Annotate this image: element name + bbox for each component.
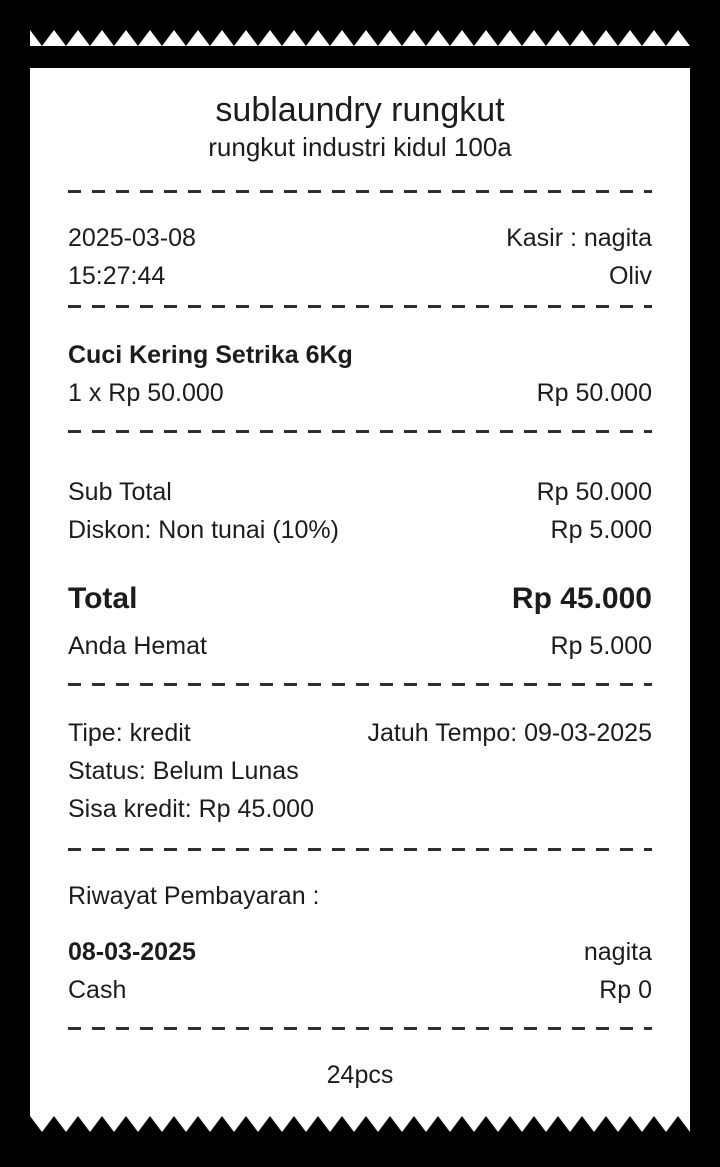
savings-value: Rp 5.000: [550, 632, 652, 660]
subtotal-row: [68, 473, 652, 511]
total-value: Rp 45.000: [511, 582, 652, 615]
item-name: Cuci Kering Setrika 6Kg: [68, 341, 353, 369]
item-name-row: [68, 336, 652, 374]
divider-dashed: [68, 305, 652, 308]
payment-amount: Rp 0: [599, 976, 652, 1004]
time-customer-row: [68, 257, 652, 295]
customer-name: Oliv: [608, 262, 652, 290]
payment-method: Cash: [68, 976, 127, 1004]
date-cashier-row: [68, 219, 652, 257]
credit-type: Tipe: kredit: [68, 719, 191, 747]
payment-history-heading-row: [68, 877, 652, 915]
divider-dashed: [68, 683, 652, 686]
savings-row: [68, 627, 652, 665]
item-qty-price: 1 x Rp 50.000: [68, 379, 224, 407]
payment-date: 08-03-2025: [68, 938, 196, 966]
discount-label: Diskon: Non tunai (10%): [68, 516, 339, 544]
item-amount: Rp 50.000: [536, 379, 652, 407]
divider-dashed: [68, 190, 652, 193]
store-name: sublaundry rungkut: [215, 91, 505, 129]
payment-by: nagita: [583, 938, 652, 966]
credit-status: Status: Belum Lunas: [68, 757, 299, 785]
savings-label: Anda Hemat: [68, 632, 207, 660]
subtotal-value: Rp 50.000: [536, 478, 652, 506]
divider-dashed: [68, 430, 652, 433]
discount-row: [68, 511, 652, 549]
torn-edge-bottom: [30, 1116, 690, 1132]
item-price-row: [68, 374, 652, 412]
receipt-paper: [30, 68, 690, 1116]
torn-edge-top: [30, 30, 690, 46]
credit-remaining: Sisa kredit: Rp 45.000: [68, 795, 314, 823]
credit-remaining-row: [68, 790, 652, 828]
payment-method-row: [68, 971, 652, 1009]
store-address: rungkut industri kidul 100a: [208, 132, 512, 162]
credit-due-date: Jatuh Tempo: 09-03-2025: [367, 719, 652, 747]
transaction-date: 2025-03-08: [68, 224, 196, 252]
discount-value: Rp 5.000: [550, 516, 652, 544]
payment-history-heading: Riwayat Pembayaran :: [68, 882, 320, 910]
divider-dashed: [68, 1027, 652, 1030]
credit-type-row: [68, 714, 652, 752]
total-label: Total: [68, 582, 138, 615]
total-row: [68, 577, 652, 621]
receipt: [30, 30, 690, 1132]
divider-dashed: [68, 848, 652, 851]
cashier-label: Kasir : nagita: [506, 224, 652, 252]
payment-entry-row: [68, 933, 652, 971]
pieces-count: 24pcs: [326, 1061, 394, 1089]
transaction-time: 15:27:44: [68, 262, 166, 290]
credit-status-row: [68, 752, 652, 790]
subtotal-label: Sub Total: [68, 478, 172, 506]
